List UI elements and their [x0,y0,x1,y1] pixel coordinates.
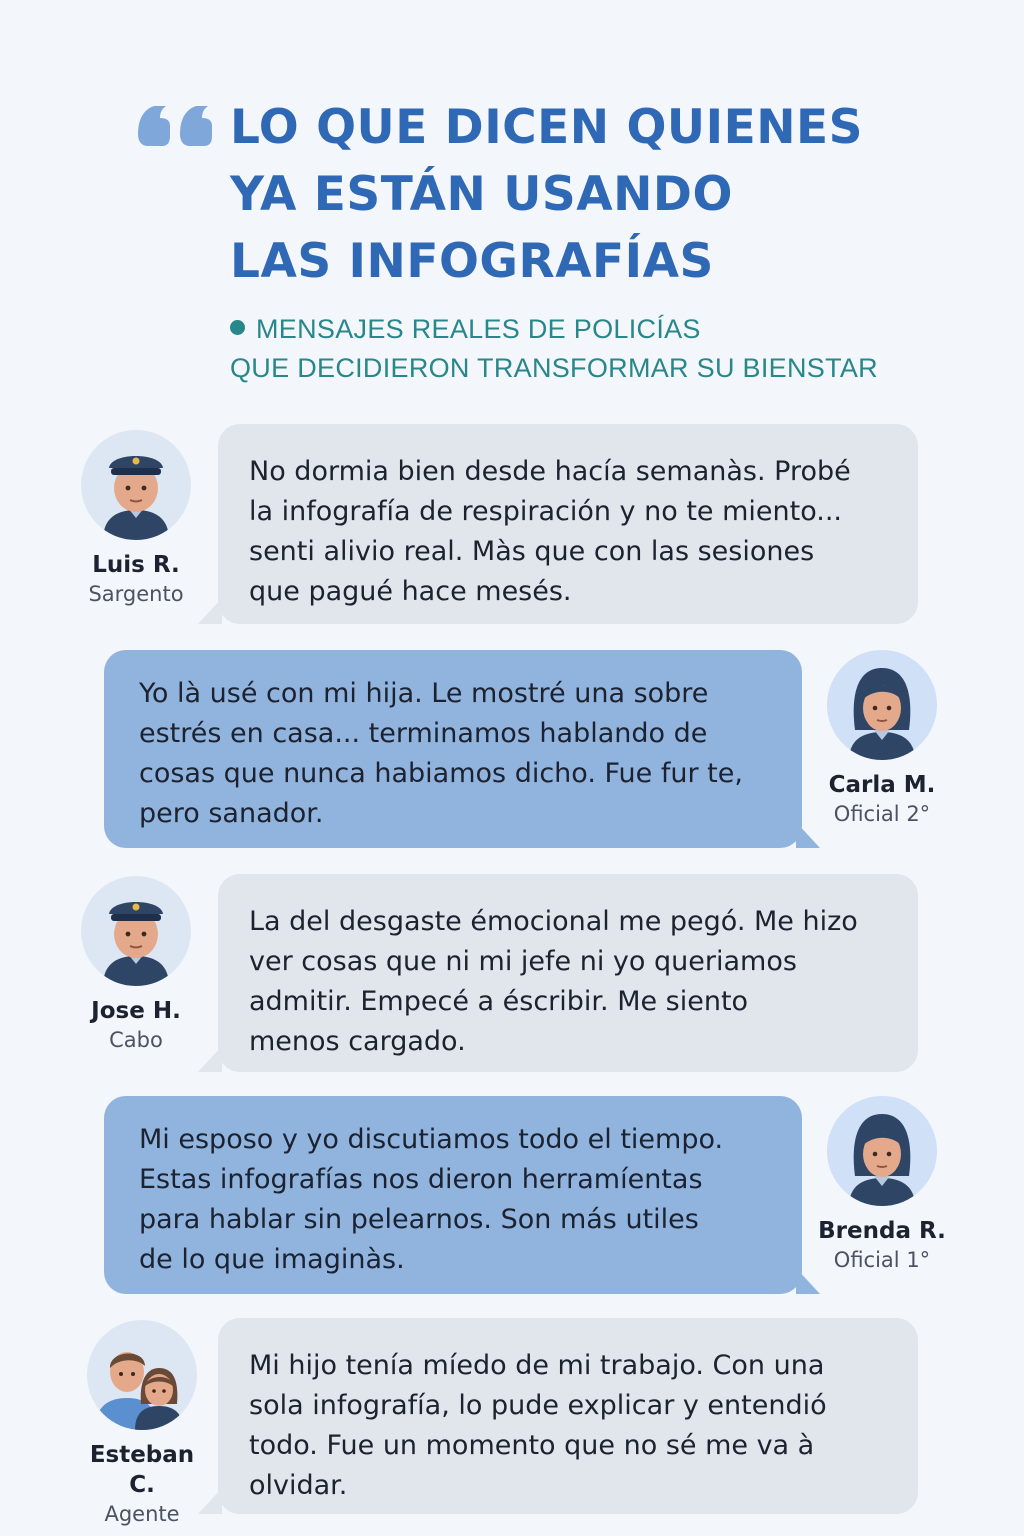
police-officer-male-icon [81,876,191,986]
bubble-tail [198,598,222,624]
message-line: todo. Fue un momento que no sé me va à [249,1430,815,1461]
message-line: que pagué hace mesés. [249,576,572,607]
quote-icon [136,104,214,148]
message-line: Estas infografías nos dieron herramíentas [139,1164,703,1195]
message-line: de lo que imaginàs. [139,1244,405,1275]
police-officer-male-icon [81,430,191,540]
testimonial-author [817,1096,947,1274]
author-rank: Oficial 1° [833,1248,931,1272]
message-line: pero sanador. [139,798,324,829]
message-line: No dormia bien desde hacía semanàs. Probé [249,456,851,487]
subtitle [230,310,990,388]
police-officer-female-icon [827,650,937,760]
message-line: sola infografía, lo pude explicar y entendió [249,1390,827,1421]
message-line: La del desgaste émocional me pegó. Me hizo [249,906,858,937]
message-bubble [218,874,918,1072]
message-line: para hablar sin pelearnos. Son más utiles [139,1204,699,1235]
message-line: la infografía de respiración y no te miento... [249,496,843,527]
message-line: Mi hijo tenía míedo de mi trabajo. Con una [249,1350,825,1381]
bullet-dot-icon [230,320,245,335]
message-line: ver cosas que ni mi jefe ni yo queriamos [249,946,797,977]
message-bubble [218,1318,918,1514]
message-line: admitir. Empecé a éscribir. Me siento [249,986,749,1017]
testimonial-author [71,876,201,1054]
page-title [230,94,990,295]
author-name: Esteban C. [89,1442,195,1498]
parent-and-child-icon [87,1320,197,1430]
testimonial-author [71,430,201,608]
bubble-tail [198,1488,222,1514]
police-officer-female-icon [827,1096,937,1206]
author-name: Jose H. [91,998,181,1024]
title-line: LO QUE DICEN QUIENES [230,100,863,155]
message-line: Yo là usé con mi hija. Le mostré una sobre [139,678,709,709]
message-line: cosas que nunca habiamos dicho. Fue fur te, [139,758,743,789]
message-line: olvidar. [249,1470,348,1501]
message-bubble [104,1096,802,1294]
message-line: senti alivio real. Màs que con las sesiones [249,536,815,567]
author-rank: Oficial 2° [833,802,931,826]
author-name: Brenda R. [818,1218,946,1244]
subtitle-line: QUE DECIDIERON TRANSFORMAR SU BIENSTAR [230,353,878,383]
author-rank: Sargento [88,582,184,606]
title-line: YA ESTÁN USANDO [230,167,733,222]
message-line: Mi esposo y yo discutiamos todo el tiempo. [139,1124,724,1155]
message-bubble [104,650,802,848]
message-bubble [218,424,918,624]
subtitle-line: MENSAJES REALES DE POLICÍAS [230,310,990,349]
author-rank: Cabo [109,1028,163,1052]
bubble-tail [198,1046,222,1072]
title-line: LAS INFOGRAFÍAS [230,234,714,289]
message-line: estrés en casa... terminamos hablando de [139,718,708,749]
author-name: Luis R. [92,552,180,578]
testimonial-author [817,650,947,828]
author-name: Carla M. [828,772,936,798]
testimonial-author [77,1320,207,1528]
message-line: menos cargado. [249,1026,466,1057]
author-rank: Agente [104,1502,180,1526]
